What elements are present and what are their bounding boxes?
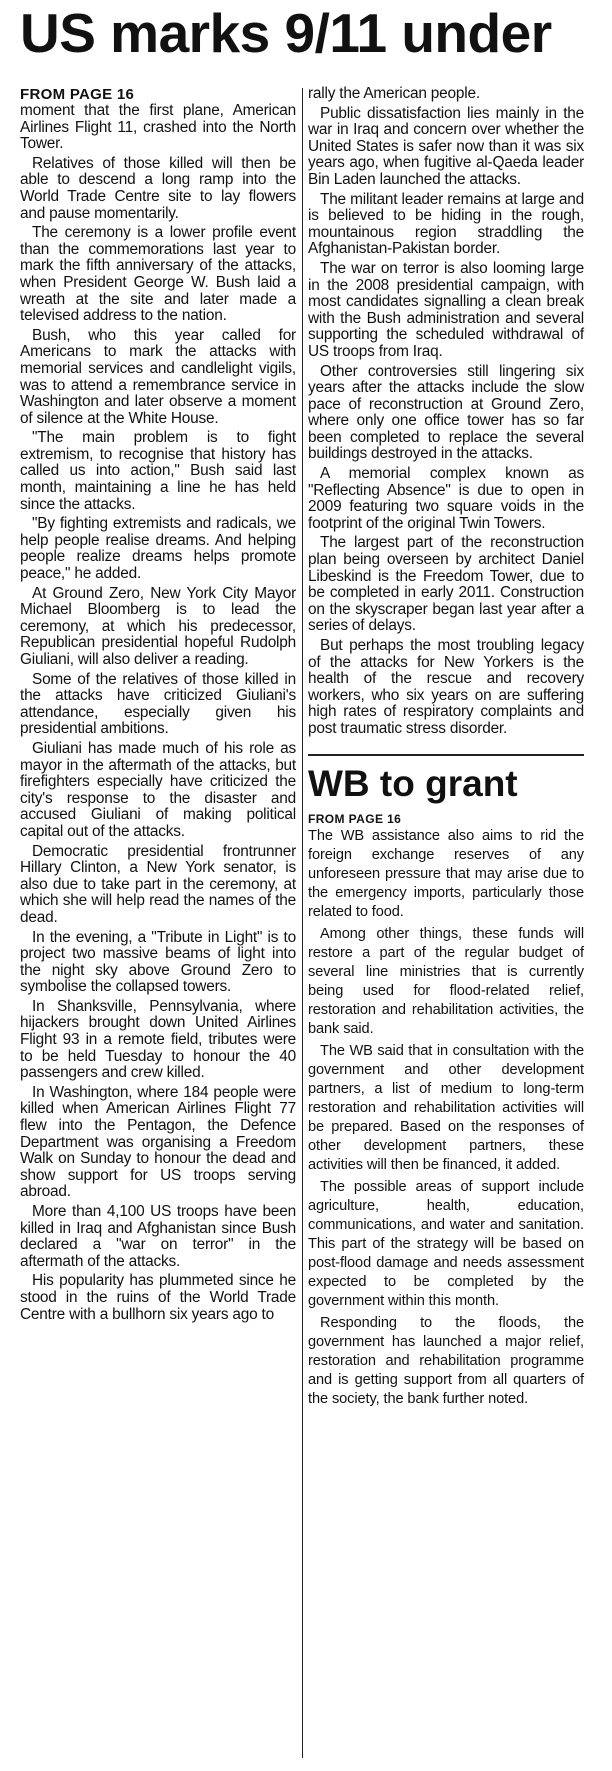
article-paragraph: His popularity has plummeted since he stood in the ruins of the World Trade Centre with a bullhorn six years ago to	[20, 1272, 296, 1323]
article-paragraph: Relatives of those killed will then be able to descend a long ramp into the World Trade Centre site to lay flowers and pause momentarily.	[20, 154, 296, 222]
article-paragraph: rally the American people.	[308, 85, 480, 102]
article-paragraph: The largest part of the reconstruction plan being overseen by architect Daniel Libeskind is the Freedom Tower, due to be completed in early 2011. Construction on the skyscraper began last year after a series of delays.	[308, 534, 584, 635]
article-paragraph: Other controversies still lingering six years after the attacks include the slow pace of reconstruction at Ground Zero, where only one office tower has so far been completed to replace the several buildings destroyed in the attacks.	[308, 362, 584, 463]
wb-continuation-kicker: FROM PAGE 16	[308, 811, 402, 826]
article-paragraph: The war on terror is also looming large in the 2008 presidential campaign, with most candidates signalling a clean break with the Bush administration and several supporting the scheduled withdrawal of US troops from Iraq.	[308, 259, 584, 360]
article-paragraph: A memorial complex known as "Reflecting Absence" is due to open in 2009 featuring two square voids in the footprint of the original Twin Towers.	[308, 465, 584, 532]
wb-paragraph: The WB said that in consultation with the government and other development partners, a list of medium to long-term restoration and rehabilitation activities will be prepared. Based on the responses of other development partners, these activities will then be financed, it added.	[308, 1042, 584, 1173]
main-headline: US marks 9/11 under	[20, 2, 552, 64]
article-paragraph: The ceremony is a lower profile event than the commemorations last year to mark the fifth anniversary of the attacks, when President George W. Bush laid a wreath at the site and later made a televised address to the nation.	[20, 224, 296, 325]
article-paragraph: At Ground Zero, New York City Mayor Michael Bloomberg is to lead the ceremony, at which his predecessor, Republican presidential hopeful Rudolph Giuliani, will also deliver a reading.	[20, 584, 296, 668]
article-paragraph: Public dissatisfaction lies mainly in the war in Iraq and concern over whether the United States is safer now than it was six years ago, when fugitive al-Qaeda leader Bin Laden launched the attacks.	[308, 104, 584, 188]
article-paragraph: More than 4,100 US troops have been killed in Iraq and Afghanistan since Bush declared a "war on terror" in the aftermath of the attacks.	[20, 1203, 296, 1270]
wb-article	[308, 754, 584, 1409]
wb-paragraph: Among other things, these funds will restore a part of the regular budget of several line ministries that is currently being used for flood-related relief, restoration and rehabilitation activities, the bank said.	[308, 925, 584, 1037]
left-column	[20, 86, 296, 1326]
article-paragraph: moment that the first plane, American Airlines Flight 11, crashed into the North Tower.	[20, 102, 296, 153]
article-paragraph: "The main problem is to fight extremism, to recognise that history has called us into action," Bush said last month, maintaining a line he has held since the attacks.	[20, 429, 296, 513]
wb-headline: WB to grant	[308, 754, 584, 806]
article-paragraph: In the evening, a "Tribute in Light" is to project two massive beams of light into the night sky above Ground Zero to symbolise the collapsed towers.	[20, 928, 296, 996]
right-column	[308, 86, 584, 1412]
article-paragraph: "By fighting extremists and radicals, we help people realise dreams. And helping people realize dreams helps promote peace," he added.	[20, 515, 296, 583]
article-paragraph: In Washington, where 184 people were killed when American Airlines Flight 77 flew into the Pentagon, the Defence Department was organising a Freedom Walk on Sunday to honour the dead and show support for US troops serving abroad.	[20, 1083, 296, 1201]
wb-paragraph: The WB assistance also aims to rid the foreign exchange reserves of any unforeseen pressure that may arise due to the emergency imports, particularly those related to food.	[308, 827, 584, 920]
wb-paragraph: Responding to the floods, the government has launched a major relief, restoration and rehabilitation programme and is getting support from all quarters of the society, the bank further noted.	[308, 1314, 584, 1407]
article-paragraph: Bush, who this year called for Americans to mark the attacks with memorial services and candlelight vigils, was to attend a remembrance service in Washington and later observe a moment of silence at the White House.	[20, 326, 296, 427]
article-paragraph: Giuliani has made much of his role as mayor in the aftermath of the attacks, but firefighters especially have criticized the city's response to the disaster and accused Giuliani of making political capital out of the attacks.	[20, 739, 296, 840]
column-divider	[302, 88, 303, 1758]
article-paragraph: In Shanksville, Pennsylvania, where hijackers brought down United Airlines Flight 93 in a remote field, tributes were to be held Tuesday to honour the 40 passengers and crew killed.	[20, 997, 296, 1082]
article-paragraph: Some of the relatives of those killed in the attacks have criticized Giuliani's attendance, especially given his presidential ambitions.	[20, 670, 296, 738]
article-paragraph: But perhaps the most troubling legacy of the attacks for New Yorkers is the health of the rescue and recovery workers, who six years on are suffering high rates of respiratory complaints and post traumatic stress disorder.	[308, 637, 584, 737]
wb-paragraph: The possible areas of support include agriculture, health, education, communications, and water and sanitation. This part of the strategy will be based on post-flood damage and needs assessment expected to be completed by the government within this month.	[308, 1178, 584, 1309]
article-paragraph: The militant leader remains at large and is believed to be hiding in the rough, mountainous region straddling the Afghanistan-Pakistan border.	[308, 190, 584, 258]
article-paragraph: Democratic presidential frontrunner Hillary Clinton, a New York senator, is also due to take part in the ceremony, at which she will help read the names of the dead.	[20, 842, 296, 926]
continuation-kicker: FROM PAGE 16	[20, 86, 135, 103]
